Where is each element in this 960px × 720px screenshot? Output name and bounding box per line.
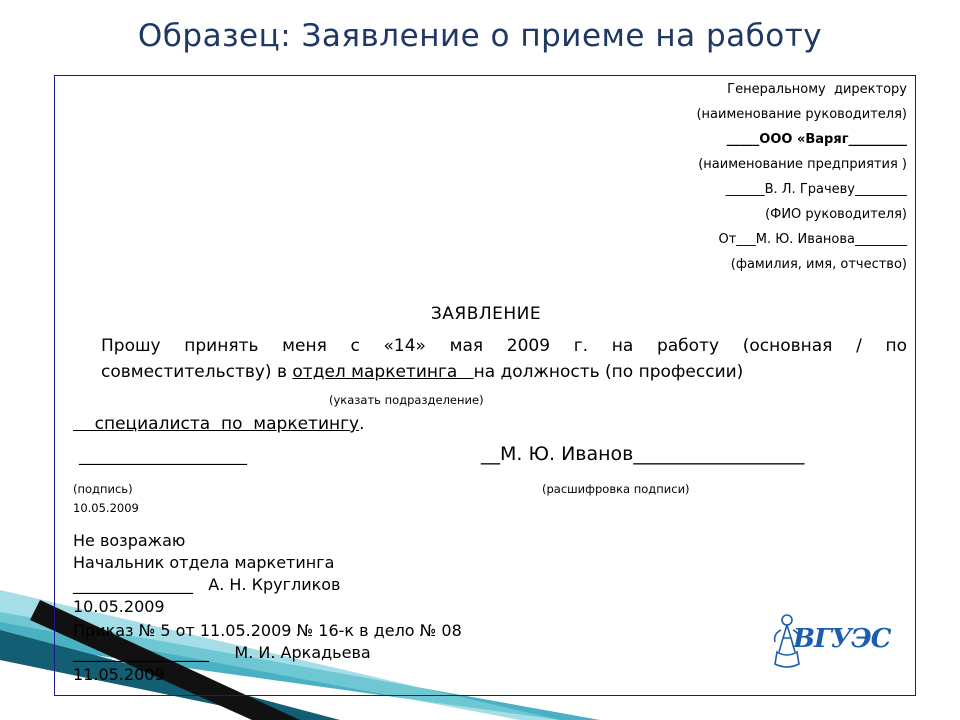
applicant-name: От___М. Ю. Иванова________ xyxy=(718,232,907,247)
application-date: 10.05.2009 xyxy=(73,501,139,515)
request-text-line2 xyxy=(101,362,743,382)
signature-blank: _____________________ xyxy=(79,446,247,465)
position-end: . xyxy=(359,414,365,434)
request-text-line1: Прошу принять меня с «14» мая 2009 г. на работу (основная / по xyxy=(101,336,907,356)
position-line xyxy=(73,414,365,434)
department-hint: (указать подразделение) xyxy=(329,393,484,407)
department-value: отдел маркетинга xyxy=(292,362,474,382)
director-name-hint: (ФИО руководителя) xyxy=(765,207,907,222)
logo-text: ВГУЭС xyxy=(793,624,891,654)
approver-signature: _______________ А. Н. Кругликов xyxy=(73,575,341,594)
addressee-position-hint: (наименование руководителя) xyxy=(696,107,907,122)
signature-name: __М. Ю. Иванов__________________ xyxy=(481,443,805,465)
approval-note: Не возражаю xyxy=(73,531,186,550)
document-frame xyxy=(54,75,916,696)
approval-date: 10.05.2009 xyxy=(73,597,165,616)
approver-title: Начальник отдела маркетинга xyxy=(73,553,335,572)
company-name-hint: (наименование предприятия ) xyxy=(698,157,907,172)
request-text-b: на должность (по профессии) xyxy=(473,362,744,382)
order-reference: Приказ № 5 от 11.05.2009 № 16-к в дело № 08 xyxy=(73,621,462,640)
order-date: 11.05.2009 xyxy=(73,665,165,684)
slide-title: Образец: Заявление о приеме на работу xyxy=(137,18,823,54)
position-value: специалиста по маркетингу xyxy=(73,414,360,434)
signature-label: (подпись) xyxy=(73,482,133,496)
director-name: ______В. Л. Грачеву________ xyxy=(725,182,907,197)
addressee-position: Генеральному директору xyxy=(727,82,907,97)
order-signature: _________________ М. И. Аркадьева xyxy=(73,643,371,662)
signature-decoding-label: (расшифровка подписи) xyxy=(542,482,690,496)
document-heading: ЗАЯВЛЕНИЕ xyxy=(430,304,542,324)
applicant-name-hint: (фамилия, имя, отчество) xyxy=(730,257,907,272)
request-text-a: совместительству) в xyxy=(101,362,293,382)
company-name: _____ООО «Варяг_________ xyxy=(726,132,907,147)
